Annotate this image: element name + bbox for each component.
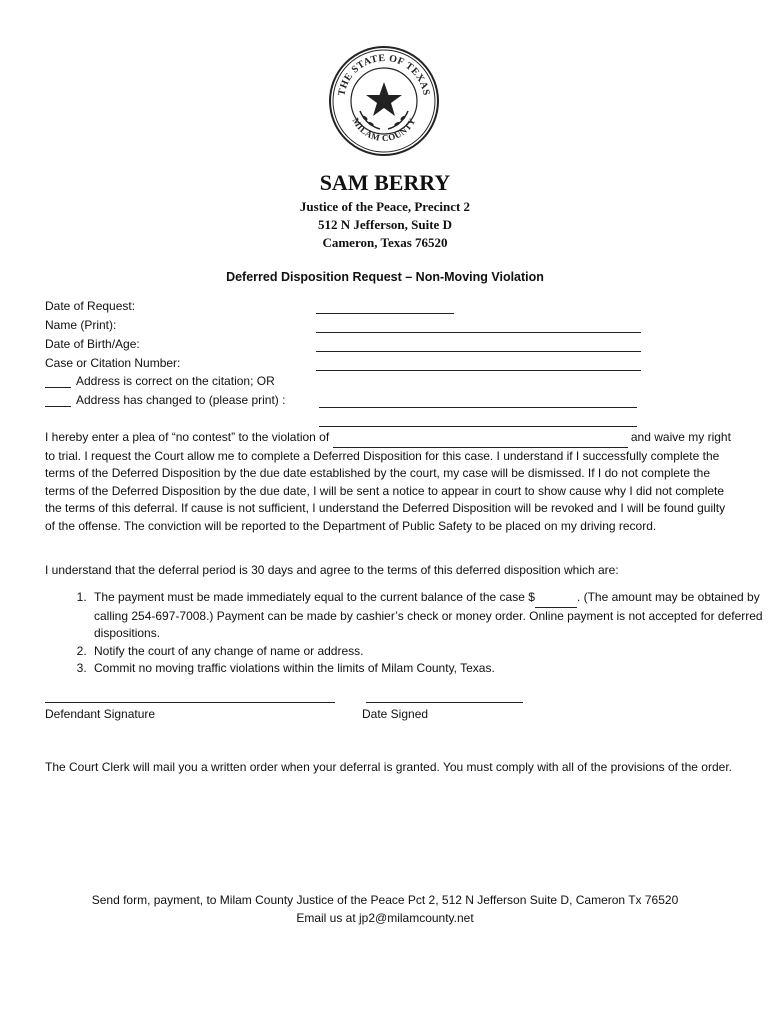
- terms-list: [45, 589, 770, 678]
- term-notify: 2. Notify the court of any change of name or address.: [90, 643, 770, 661]
- term-payment-text-cont: . (The amount may be obtained by calling 254-697-7008.) Payment can be made by cashier’s check or money order. Online payment is not accepted for deferred dispositions.: [94, 590, 763, 641]
- case-number-field[interactable]: [316, 370, 641, 371]
- case-number-label: Case or Citation Number:: [45, 356, 181, 370]
- date-signed-field[interactable]: [366, 702, 523, 703]
- deferral-period-statement: I understand that the deferral period is 30 days and agree to the terms of this deferred disposition which are:: [45, 563, 619, 577]
- office-title: Justice of the Peace, Precinct 2: [299, 199, 471, 214]
- name-print-field[interactable]: [316, 332, 641, 333]
- new-address-line-1[interactable]: [319, 407, 637, 408]
- plea-text-before: I hereby enter a plea of “no contest” to the violation of: [45, 430, 330, 444]
- footer-send-instructions: Send form, payment, to Milam County Justice of the Peace Pct 2, 512 N Jefferson Suite D, Cameron Tx 76520: [91, 893, 679, 907]
- star-icon: [366, 82, 402, 116]
- dob-age-label: Date of Birth/Age:: [45, 337, 140, 351]
- defendant-signature-field[interactable]: [45, 702, 335, 703]
- address-correct-checkbox[interactable]: [45, 387, 71, 388]
- term-payment-text: The payment must be made immediately equal to the current balance of the case $: [94, 590, 535, 604]
- address-correct-label: Address is correct on the citation; OR: [76, 374, 275, 388]
- balance-amount-field[interactable]: [535, 589, 577, 608]
- date-signed-label: Date Signed: [362, 707, 429, 721]
- defendant-signature-label: Defendant Signature: [45, 707, 156, 721]
- name-print-label: Name (Print):: [45, 318, 117, 332]
- date-of-request-label: Date of Request:: [45, 299, 136, 313]
- seal-bottom-text: MILAM COUNTY: [350, 115, 418, 144]
- plea-paragraph: [45, 429, 735, 536]
- street-address: 512 N Jefferson, Suite D: [318, 217, 452, 232]
- date-of-request-field[interactable]: [316, 313, 454, 314]
- term-payment: [90, 589, 770, 643]
- form-title: Deferred Disposition Request – Non-Moving Violation: [226, 270, 544, 284]
- clerk-note: The Court Clerk will mail you a written order when your deferral is granted. You must comply with all of the provisions of the order.: [45, 760, 732, 774]
- dob-age-field[interactable]: [316, 351, 641, 352]
- county-seal: [328, 45, 440, 157]
- term-no-violations: 3. Commit no moving traffic violations within the limits of Milam County, Texas.: [90, 660, 770, 678]
- address-changed-label: Address has changed to (please print) :: [76, 393, 286, 407]
- new-address-line-2[interactable]: [319, 426, 637, 427]
- address-changed-checkbox[interactable]: [45, 406, 71, 407]
- footer-email: Email us at jp2@milamcounty.net: [296, 911, 474, 925]
- seal-top-text: THE STATE OF TEXAS: [336, 52, 432, 97]
- judge-name: SAM BERRY: [319, 170, 451, 195]
- plea-text-after: and waive my right to trial. I request the Court allow me to complete a Deferred Disposition for this case. I understand if I successfully complete the terms of the Deferred Disposition by the due date established by the court, my case will be dismissed. If I do not complete the terms of the Deferred Disposition by the due date, I will be sent a notice to appear in court to show cause why I did not complete the terms of this deferral. If cause is not sufficient, I understand the Deferred Disposition will be revoked and I will be found guilty of the offense. The conviction will be reported to the Department of Public Safety to be placed on my driving record.: [45, 430, 731, 533]
- city-address: Cameron, Texas 76520: [322, 235, 448, 250]
- svg-text:MILAM COUNTY: [351, 116, 418, 143]
- violation-field[interactable]: [333, 429, 628, 448]
